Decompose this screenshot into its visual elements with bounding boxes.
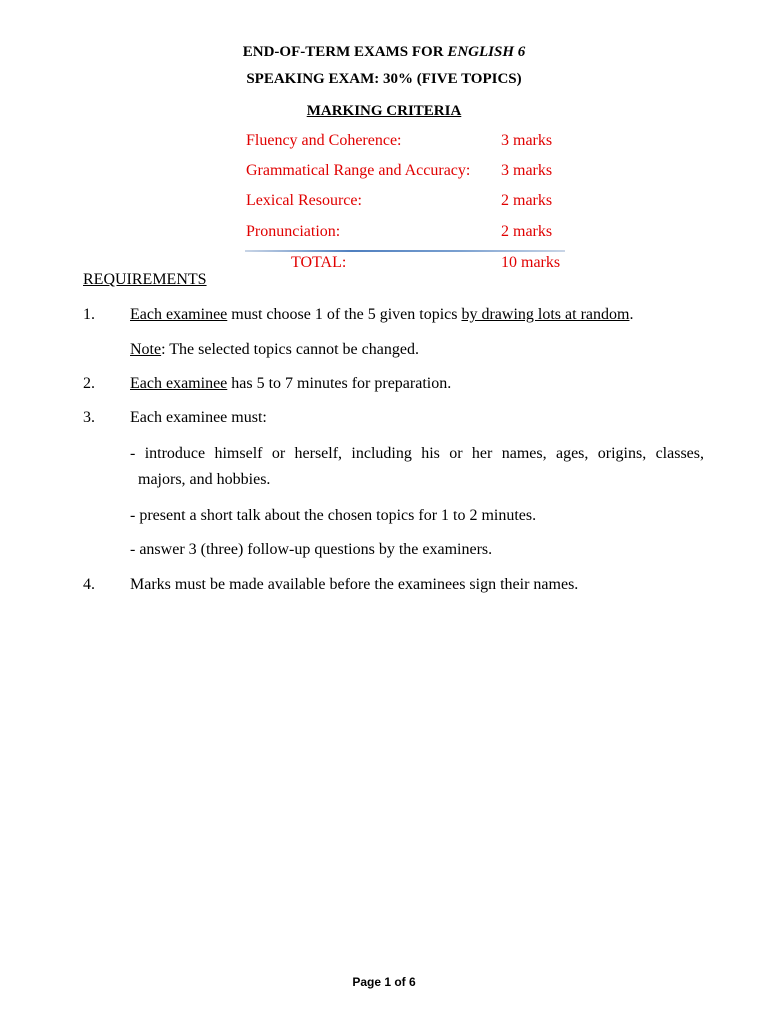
requirement-item-2	[130, 375, 451, 393]
note-text: : The selected topics cannot be changed.	[161, 341, 419, 358]
item-number: 1.	[83, 306, 95, 323]
item-number: 2.	[83, 375, 95, 392]
item-end: .	[629, 306, 634, 323]
sub-item-introduce-continued: majors, and hobbies.	[138, 471, 271, 488]
exam-title	[0, 44, 768, 61]
item-subject: Each examinee	[130, 375, 228, 392]
item-subject: Each examinee	[130, 306, 228, 323]
total-label: TOTAL:	[291, 254, 347, 271]
note-label: Note	[130, 341, 162, 358]
requirement-item-4: Marks must be made available before the examinees sign their names.	[130, 576, 579, 593]
item-method: by drawing lots at random	[461, 306, 630, 323]
criteria-marks: 3 marks	[501, 162, 553, 179]
sub-item-introduce: - introduce himself or herself, including his or her names, ages, origins, classes,	[130, 445, 704, 462]
exam-course-name: ENGLISH 6	[447, 44, 526, 60]
criteria-marks: 2 marks	[501, 192, 553, 209]
requirement-item-3: Each examinee must:	[130, 409, 267, 426]
criteria-marks: 2 marks	[501, 223, 553, 240]
criteria-label: Grammatical Range and Accuracy:	[246, 162, 471, 179]
requirements-heading: REQUIREMENTS	[83, 271, 207, 288]
sub-item-present: - present a short talk about the chosen topics for 1 to 2 minutes.	[130, 507, 537, 524]
item-number: 3.	[83, 409, 95, 426]
total-divider-line	[245, 250, 565, 252]
exam-subtitle: SPEAKING EXAM: 30% (FIVE TOPICS)	[246, 71, 522, 87]
item-text: has 5 to 7 minutes for preparation.	[227, 375, 452, 392]
item-number: 4.	[83, 576, 95, 593]
item-text: must choose 1 of the 5 given topics	[227, 306, 462, 323]
criteria-marks: 3 marks	[501, 132, 553, 149]
criteria-label: Fluency and Coherence:	[246, 132, 402, 149]
criteria-heading: MARKING CRITERIA	[306, 103, 462, 119]
sub-item-answer: - answer 3 (three) follow-up questions by the examiners.	[130, 541, 493, 558]
total-marks: 10 marks	[501, 254, 561, 271]
requirement-item-1	[130, 306, 633, 324]
exam-title-prefix: END-OF-TERM EXAMS FOR	[242, 44, 448, 60]
note-line	[130, 341, 419, 359]
page-number: Page 1 of 6	[352, 975, 416, 989]
criteria-label: Pronunciation:	[246, 223, 341, 240]
criteria-label: Lexical Resource:	[246, 192, 362, 209]
